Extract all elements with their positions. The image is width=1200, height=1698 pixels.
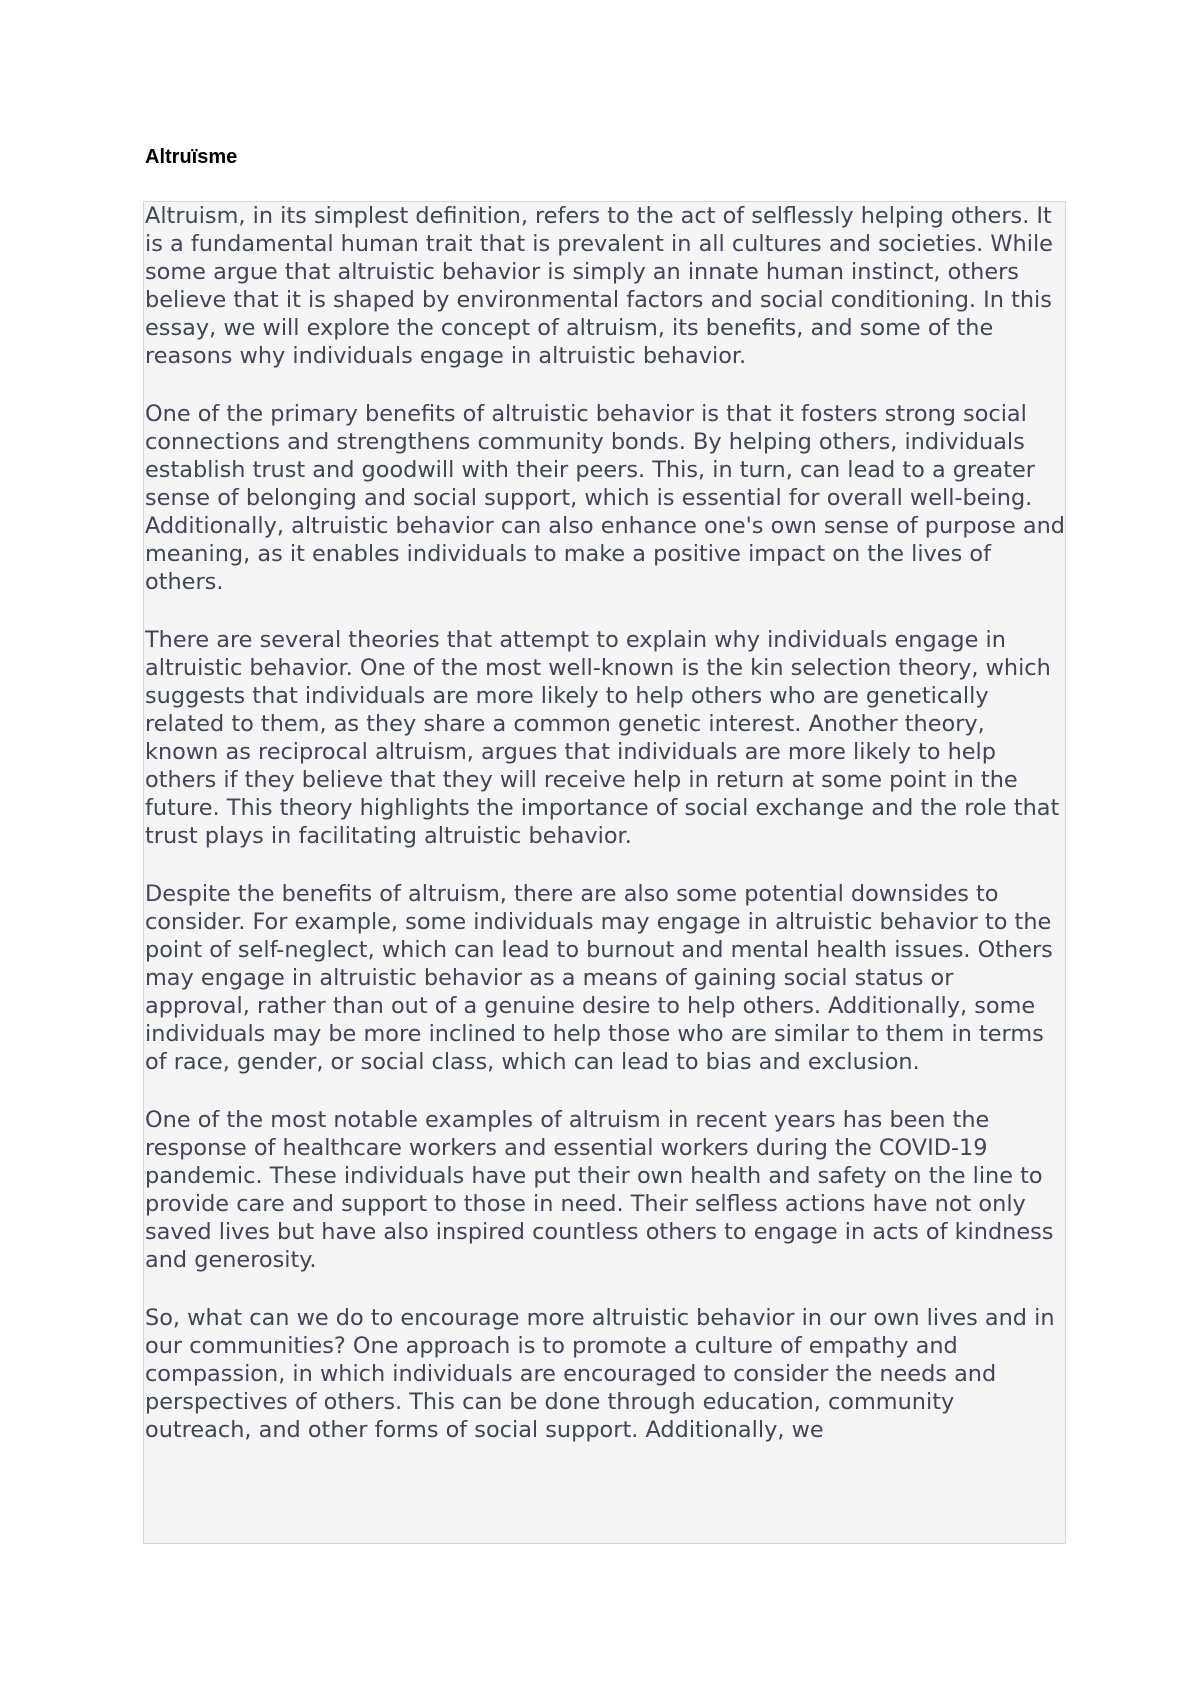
essay-text-box xyxy=(143,201,1066,1544)
essay-paragraph-2: One of the primary benefits of altruistic behavior is that it fosters strong social connections and strengthens community bonds. By helping others, individuals establish trust and goodwill with their peers. This, in turn, can lead to a greater sense of belonging and social support, which is essential for overall well-being. Additionally, altruistic behavior can also enhance one's own sense of purpose and meaning, as it enables individuals to make a positive impact on the lives of others. xyxy=(145,401,1065,595)
essay-paragraph-6: So, what can we do to encourage more altruistic behavior in our own lives and in our communities? One approach is to promote a culture of empathy and compassion, in which individuals are encouraged to consider the needs and perspectives of others. This can be done through education, community outreach, and other forms of social support. Additionally, we xyxy=(145,1305,1055,1443)
essay-paragraph-3: There are several theories that attempt to explain why individuals engage in altruistic behavior. One of the most well-known is the kin selection theory, which suggests that individuals are more likely to help others who are genetically related to them, as they share a common genetic interest. Another theory, known as reciprocal altruism, argues that individuals are more likely to help others if they believe that they will receive help in return at some point in the future. This theory highlights the importance of social exchange and the role that trust plays in facilitating altruistic behavior. xyxy=(145,627,1060,849)
document-title: Altruïsme xyxy=(145,146,238,168)
essay-paragraph-5: One of the most notable examples of altruism in recent years has been the response of healthcare workers and essential workers during the COVID-19 pandemic. These individuals have put their own health and safety on the line to provide care and support to those in need. Their selfless actions have not only saved lives but have also inspired countless others to engage in acts of kindness and generosity. xyxy=(145,1107,1054,1273)
essay-paragraph-1: Altruism, in its simplest definition, refers to the act of selflessly helping others. It is a fundamental human trait that is prevalent in all cultures and societies. While some argue that altruistic behavior is simply an innate human instinct, others believe that it is shaped by environmental factors and social conditioning. In this essay, we will explore the concept of altruism, its benefits, and some of the reasons why individuals engage in altruistic behavior. xyxy=(145,203,1053,369)
essay-paragraph-4: Despite the benefits of altruism, there are also some potential downsides to consider. For example, some individuals may engage in altruistic behavior to the point of self-neglect, which can lead to burnout and mental health issues. Others may engage in altruistic behavior as a means of gaining social status or approval, rather than out of a genuine desire to help others. Additionally, some individuals may be more inclined to help those who are similar to them in terms of race, gender, or social class, which can lead to bias and exclusion. xyxy=(145,881,1053,1075)
